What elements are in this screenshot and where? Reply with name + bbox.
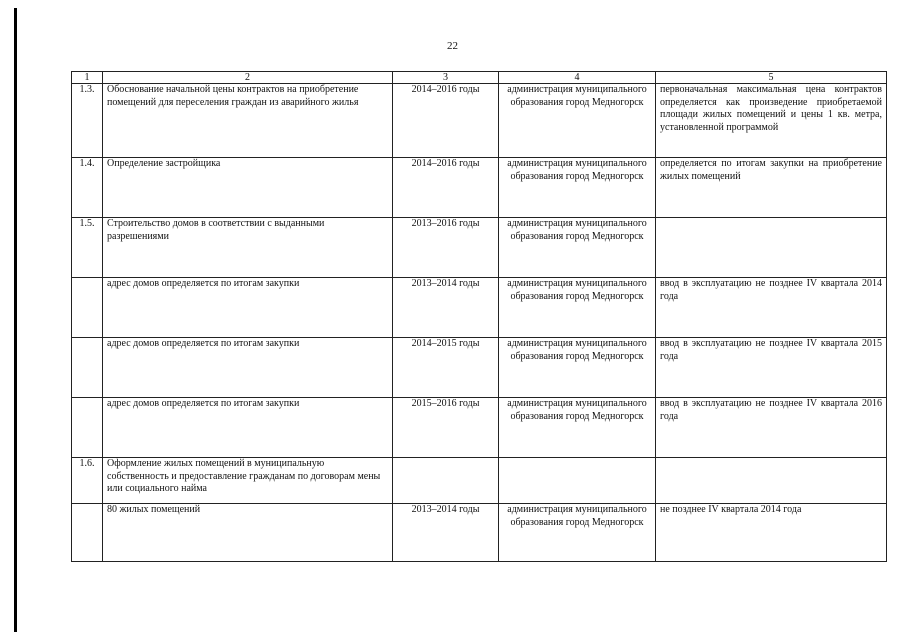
measure-period: 2013–2014 годы [393,278,499,338]
measure-executor [499,458,656,504]
row-number [72,504,103,562]
measure-executor: администрация муниципального образования город Медногорск [499,218,656,278]
measure-executor: администрация муниципального образования город Медногорск [499,338,656,398]
measure-period: 2014–2016 годы [393,158,499,218]
measure-result: ввод в эксплуатацию не позднее IV квартала 2014 года [656,278,887,338]
measure-name: Определение застройщика [103,158,393,218]
page-number: 22 [447,40,458,52]
measure-executor: администрация муниципального образования город Медногорск [499,84,656,158]
measure-result: не позднее IV квартала 2014 года [656,504,887,562]
row-number [72,338,103,398]
measure-result: ввод в эксплуатацию не позднее IV квартала 2015 года [656,338,887,398]
measure-result: определяется по итогам закупки на приобретение жилых помещений [656,158,887,218]
measure-name: Обоснование начальной цены контрактов на приобретение помещений для переселения граждан из аварийного жилья [103,84,393,158]
row-number: 1.5. [72,218,103,278]
row-number: 1.6. [72,458,103,504]
measure-period: 2013–2014 годы [393,504,499,562]
measure-executor: администрация муниципального образования город Медногорск [499,504,656,562]
header-col-1: 1 [72,72,103,84]
table-row [72,504,887,562]
measure-name: адрес домов определяется по итогам закупки [103,278,393,338]
scan-edge-line [14,8,17,632]
measure-result [656,458,887,504]
measure-name: 80 жилых помещений [103,504,393,562]
measure-period: 2014–2015 годы [393,338,499,398]
measure-executor: администрация муниципального образования город Медногорск [499,278,656,338]
measure-result: ввод в эксплуатацию не позднее IV квартала 2016 года [656,398,887,458]
measures-table [71,71,887,562]
table-row [72,84,887,158]
table-row [72,218,887,278]
measure-result: первоначальная максимальная цена контрактов определяется как произведение приобретаемой площади жилых помещений и цены 1 кв. метра, установленной программой [656,84,887,158]
header-col-2: 2 [103,72,393,84]
measure-period: 2014–2016 годы [393,84,499,158]
measure-period: 2015–2016 годы [393,398,499,458]
row-number: 1.4. [72,158,103,218]
measure-executor: администрация муниципального образования город Медногорск [499,158,656,218]
table-row [72,278,887,338]
measure-name: адрес домов определяется по итогам закупки [103,398,393,458]
header-col-5: 5 [656,72,887,84]
row-number [72,398,103,458]
table-row [72,158,887,218]
measure-result [656,218,887,278]
measure-executor: администрация муниципального образования город Медногорск [499,398,656,458]
measure-name: Оформление жилых помещений в муниципальную собственность и предоставление гражданам по договорам мены или социального найма [103,458,393,504]
table-header-row [72,72,887,84]
header-col-3: 3 [393,72,499,84]
measure-name: Строительство домов в соответствии с выданными разрешениями [103,218,393,278]
measure-name: адрес домов определяется по итогам закупки [103,338,393,398]
header-col-4: 4 [499,72,656,84]
row-number [72,278,103,338]
table-row [72,398,887,458]
measure-period: 2013–2016 годы [393,218,499,278]
table-row [72,458,887,504]
table-row [72,338,887,398]
row-number: 1.3. [72,84,103,158]
measure-period [393,458,499,504]
